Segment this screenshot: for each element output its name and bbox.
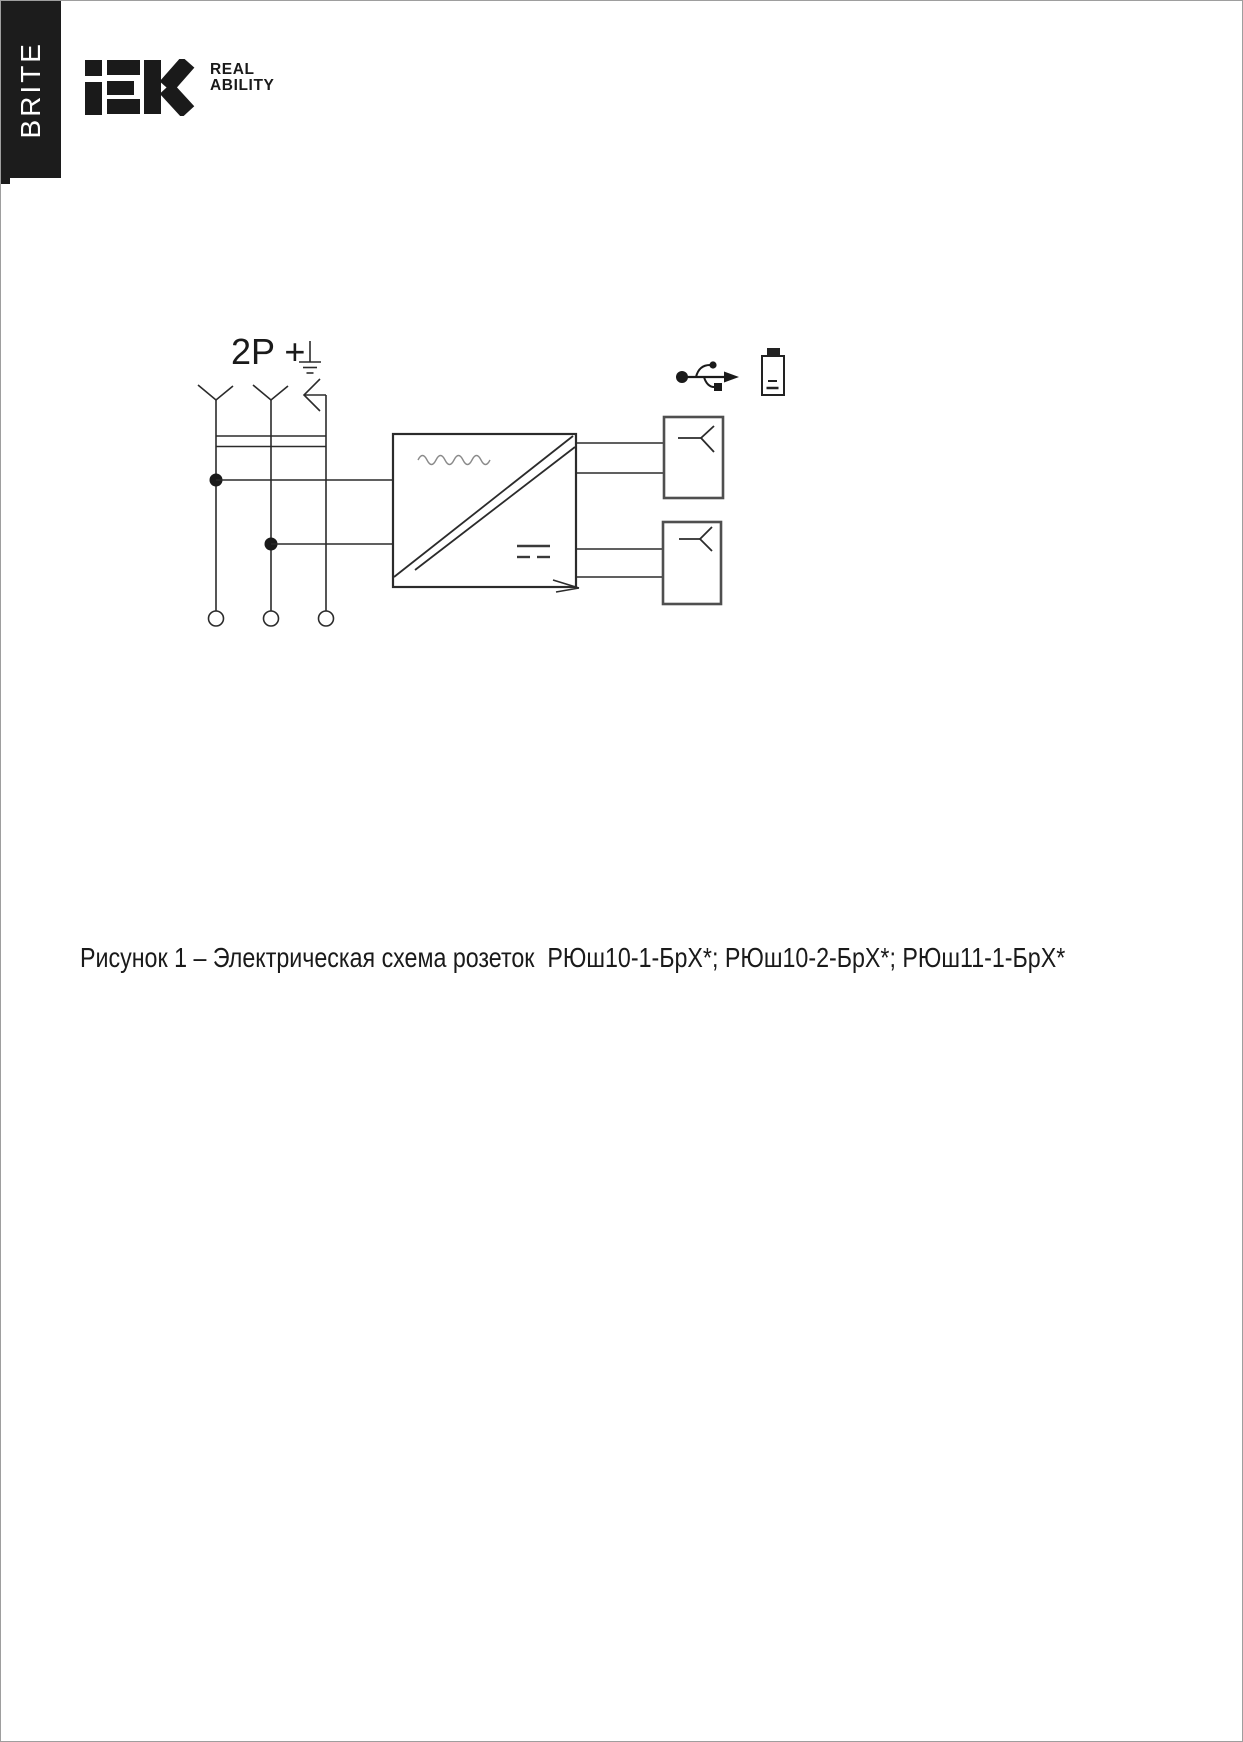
schematic-label-2p: 2P + <box>231 331 306 372</box>
usb-icon <box>676 361 739 391</box>
ac-sine-wave-icon <box>418 456 490 465</box>
tagline-line-1: REAL <box>210 61 255 78</box>
earth-pin-3 <box>304 379 334 626</box>
socket-contact-fork-icon <box>679 527 712 551</box>
electrical-schematic <box>1 1 1242 1741</box>
ac-dc-converter-box <box>393 434 579 592</box>
usb-socket-output-1 <box>664 417 723 498</box>
input-wires <box>210 474 394 551</box>
converter-diagonal-2 <box>415 447 575 570</box>
figure-caption: Рисунок 1 – Электрическая схема розеток РЮш10-1-БрХ*; РЮш10-2-БрХ*; РЮш11-1-БрХ* <box>80 942 1066 973</box>
usb-socket-output-2 <box>663 522 721 604</box>
battery-icon <box>762 348 784 395</box>
terminal-circle-1 <box>209 611 224 626</box>
tagline-line-2: ABILITY <box>210 76 275 94</box>
socket-contact-fork-icon <box>678 426 714 452</box>
dc-symbol-icon <box>517 546 550 557</box>
plug-pin-2 <box>253 385 288 626</box>
plug-pin-1 <box>198 385 233 626</box>
banner-label: BRITE <box>15 40 46 139</box>
terminal-circle-2 <box>264 611 279 626</box>
terminal-circle-3 <box>319 611 334 626</box>
output-wires <box>576 443 664 577</box>
